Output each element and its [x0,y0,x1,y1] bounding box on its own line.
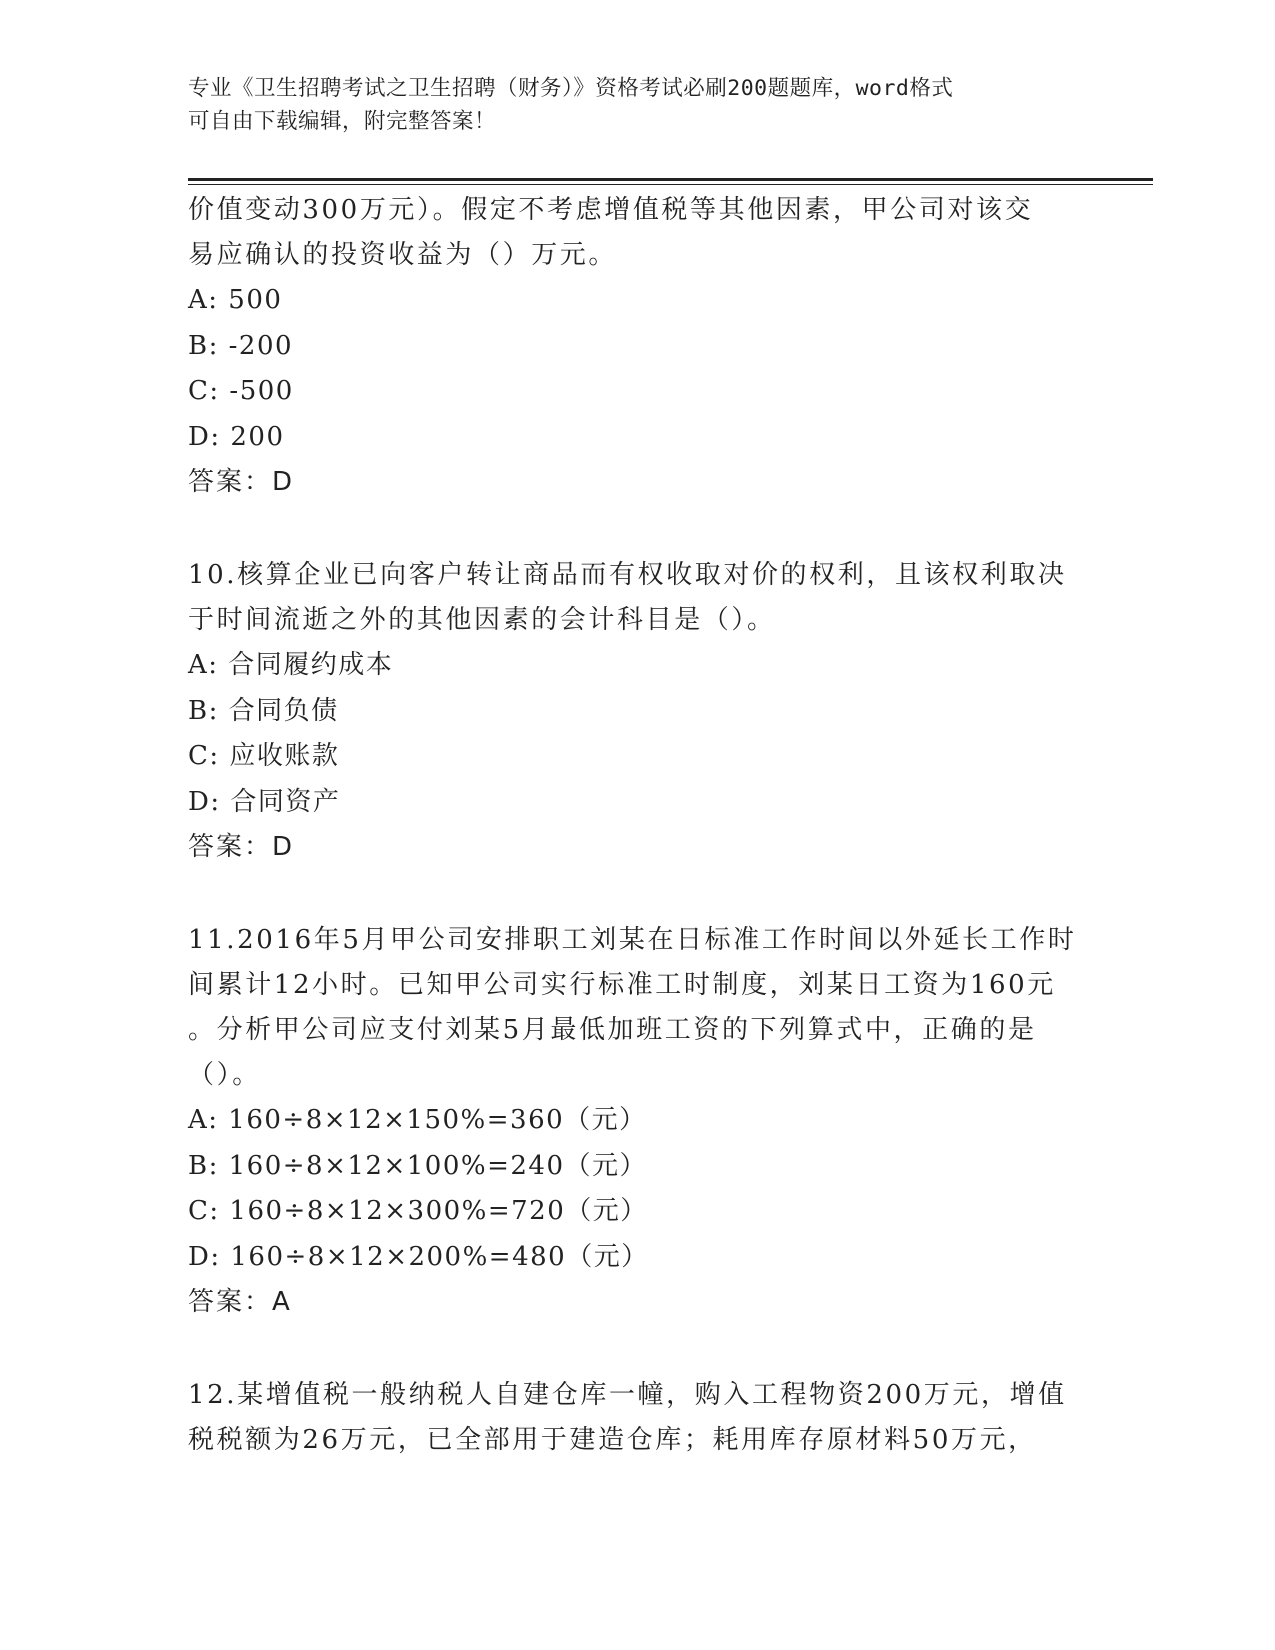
option-d: D: 160÷8×12×200%=480（元） [188,1241,649,1272]
question-stem-line: 11.2016年5月甲公司安排职工刘某在日标准工作时间以外延长工作时 [188,925,1077,955]
option-a: A: 合同履约成本 [188,650,394,680]
question-12 [188,1373,1088,1463]
header-line-1: 专业《卫生招聘考试之卫生招聘（财务）》资格考试必刷200题题库，word格式 [188,76,954,101]
option-a: A: 160÷8×12×150%=360（元） [188,1105,647,1135]
question-stem-line: 。分析甲公司应支付刘某5月最低加班工资的下列算式中，正确的是 [188,1015,1037,1045]
option-b: B: -200 [188,330,294,361]
option-d: D: 200 [188,421,285,452]
answer-line: 答案：A [188,1287,292,1317]
question-stem-line: 10.核算企业已向客户转让商品而有权收取对价的权利，且该权利取决 [188,560,1067,590]
question-stem-line: 易应确认的投资收益为（）万元。 [188,240,618,270]
question-stem-line: 价值变动300万元）。假定不考虑增值税等其他因素，甲公司对该交 [188,195,1034,225]
header-line-2: 可自由下载编辑，附完整答案！ [188,109,497,134]
header-rule-thin [188,184,1153,185]
option-a: A: 500 [188,285,283,315]
question-stem-line: 间累计12小时。已知甲公司实行标准工时制度，刘某日工资为160元 [188,970,1056,1000]
question-9-continued [188,188,1088,505]
question-list [188,188,1088,1463]
option-c: C: 160÷8×12×300%=720（元） [188,1196,648,1226]
option-b: B: 160÷8×12×100%=240（元） [188,1150,647,1181]
question-stem-line: 税税额为26万元，已全部用于建造仓库；耗用库存原材料50万元， [188,1425,1037,1455]
question-stem-line: 于时间流逝之外的其他因素的会计科目是（）。 [188,605,776,635]
question-stem-line: （）。 [188,1060,261,1090]
option-c: C: -500 [188,376,294,406]
document-header [188,72,1068,138]
option-d: D: 合同资产 [188,786,341,817]
question-10 [188,553,1088,870]
header-rule-thick [188,178,1153,181]
question-stem-line: 12.某增值税一般纳税人自建仓库一幢，购入工程物资200万元，增值 [188,1380,1067,1410]
answer-line: 答案：D [188,832,295,862]
question-11 [188,918,1088,1325]
option-b: B: 合同负债 [188,695,339,726]
option-c: C: 应收账款 [188,741,340,771]
answer-line: 答案：D [188,467,295,497]
